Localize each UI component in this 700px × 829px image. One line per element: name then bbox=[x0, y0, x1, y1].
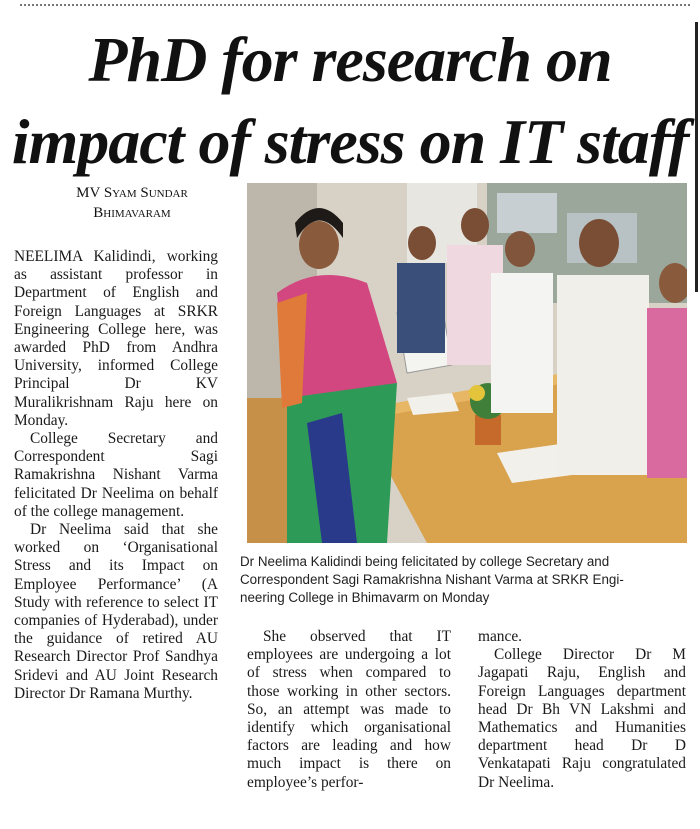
paragraph-1: NEELIMA Kalidindi, working as assistant professor in Department of English and Foreign Languages at SRKR Engineering College here, was awarded PhD from Andhra University, informed College Principal Dr KV Muralikrishnam Raju here on Monday. bbox=[14, 248, 218, 429]
byline-name: MV Syam Sundar bbox=[76, 185, 188, 201]
paragraph-5: mance. bbox=[478, 628, 523, 645]
paragraph-3: Dr Neelima said that she worked on ‘Organisational Stress and its Impact on Employee Performance’ (A Study with reference to select IT companies of Hyderabad), under the guidance of retired AU Research Director Prof Sandhya Sridevi and AU Joint Research Director Dr Ramana Murthy. bbox=[14, 521, 218, 702]
paragraph-4: She observed that IT employees are undergoing a lot of stress when compared to those working in other sectors. So, an attempt was made to identify which organisational factors are leading and how much impact is there on employee’s perfor- bbox=[247, 628, 451, 791]
byline-place: Bhimavaram bbox=[93, 205, 171, 221]
article-column-3 bbox=[478, 628, 686, 792]
photo-illustration bbox=[247, 183, 687, 543]
caption-line-2: Correspondent Sagi Ramakrishna Nishant Varma at SRKR Engi- bbox=[240, 572, 624, 587]
headline-line-2: impact of stress on IT staff bbox=[11, 106, 689, 177]
paragraph-2: College Secretary and Correspondent Sagi Ramakrishna Nishant Varma felicitated Dr Neelima on behalf of the college management. bbox=[14, 430, 218, 520]
headline-line-1: PhD for research on bbox=[88, 24, 612, 95]
article-column-1 bbox=[14, 248, 218, 703]
article-column-2 bbox=[247, 628, 451, 792]
news-photo bbox=[247, 183, 687, 543]
top-dotted-rule bbox=[20, 4, 690, 6]
paragraph-6: College Director Dr M Jagapati Raju, English and Foreign Languages department head Dr Bh VN Lakshmi and Mathematics and Humanities department head Dr D Venkatapati Raju congratulated Dr Neelima. bbox=[478, 646, 686, 791]
caption-line-1: Dr Neelima Kalidindi being felicitated by college Secretary and bbox=[240, 554, 610, 569]
photo-caption bbox=[240, 553, 692, 607]
caption-line-3: neering College in Bhimavarm on Monday bbox=[240, 590, 490, 605]
